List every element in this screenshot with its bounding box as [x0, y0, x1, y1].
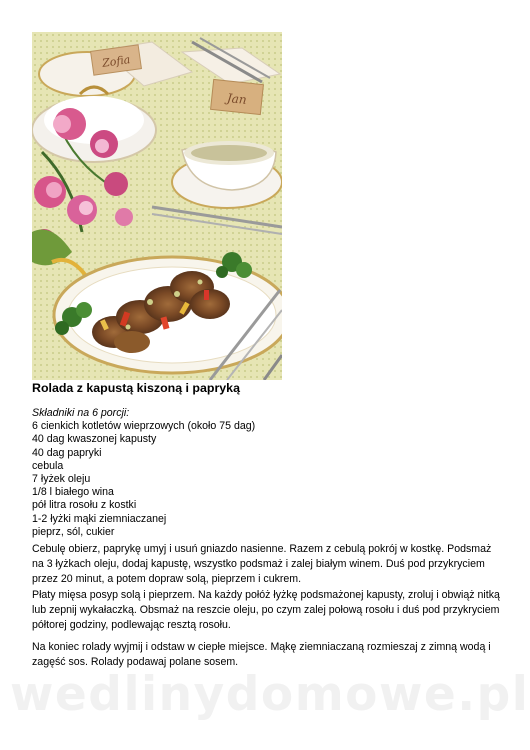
ingredient-item: 40 dag kwaszonej kapusty: [32, 433, 157, 446]
watermark: wedlinydomowe.pl: [10, 667, 530, 722]
step-paragraph-3: Na koniec rolady wyjmij i odstaw w ciepłe miejsce. Mąkę ziemniaczaną rozmieszaj z zimną wodą i zagęść sos. Rolady podawaj polane sosem.: [32, 641, 491, 669]
ingredient-item: 40 dag papryki: [32, 446, 102, 459]
place-card-jan: [211, 79, 264, 114]
ingredient-item: 6 cienkich kotletów wieprzowych (około 75 dag): [32, 420, 256, 433]
step-paragraph-1: Cebulę obierz, paprykę umyj i usuń gniazdo nasienne. Razem z cebulą pokrój w kostkę. Podsmaż na 3 łyżkach oleju, dodaj kapustę, wszystko podsmaż i zalej białym winem. Duś pod przykryciem przez 20 minut, a potem dopraw solą, pieprzem i cukrem.: [32, 543, 492, 586]
ingredients-section: [32, 407, 255, 539]
ingredient-item: 1/8 l białego wina: [32, 486, 114, 499]
ingredient-item: cebula: [32, 459, 64, 472]
ingredients-list: [32, 420, 255, 539]
place-card-2-text: Jan: [226, 90, 248, 107]
ingredient-item: 1-2 łyżki mąki ziemniaczanej: [32, 512, 167, 525]
ingredient-item: 7 łyżek oleju: [32, 473, 91, 486]
recipe-title: Rolada z kapustą kiszoną i papryką: [32, 381, 240, 395]
place-card-1-text: Zofia: [101, 53, 132, 70]
ingredient-item: pieprz, sól, cukier: [32, 525, 115, 538]
step-paragraph-2: Płaty mięsa posyp solą i pieprzem. Na każdy połóż łyżkę podsmażonej kapusty, zroluj i obwiąż nitką lub zepnij wykałaczką. Obsmaż na reszcie oleju, po czym zalej połową rosołu i duś pod przykryciem półtorej godziny, podlewając resztą rosołu.: [32, 589, 500, 632]
ingredient-item: pół litra rosołu z kostki: [32, 499, 137, 512]
recipe-photo: [32, 32, 282, 380]
ingredients-header: Składniki na 6 porcji:: [32, 407, 130, 419]
